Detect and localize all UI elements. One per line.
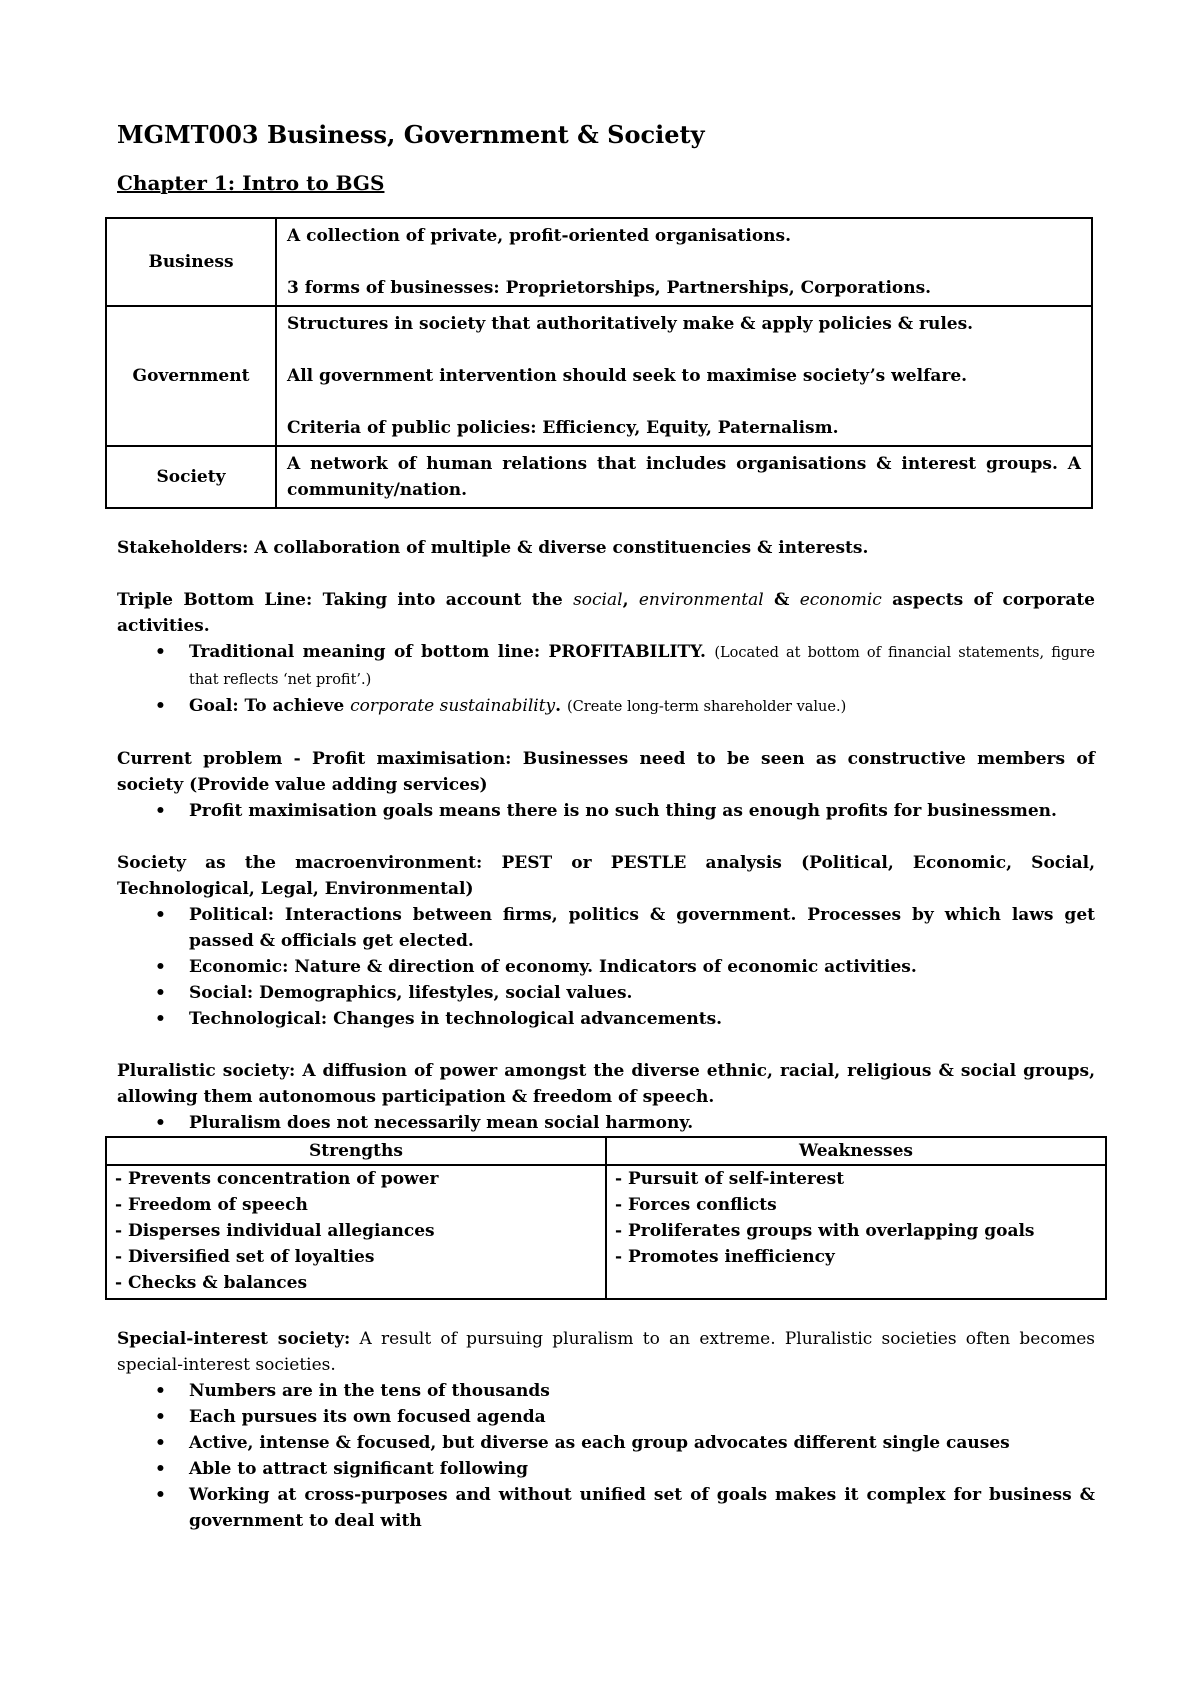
bullet-label: Political: <box>189 905 274 925</box>
pluralistic-paragraph <box>117 1058 1095 1110</box>
list-item <box>155 1456 1095 1482</box>
bullet-label: Social: <box>189 983 254 1003</box>
document-title: MGMT003 Business, Government & Society <box>117 120 705 149</box>
weakness-item: - Promotes inefficiency <box>615 1247 835 1267</box>
strength-item: - Checks & balances <box>115 1273 308 1293</box>
bullet-text: Each pursues its own focused agenda <box>189 1407 546 1427</box>
bullet-italic: corporate sustainability <box>350 696 556 716</box>
bullet-icon: • <box>155 642 166 662</box>
chapter-heading: Chapter 1: Intro to BGS <box>117 171 385 195</box>
bullet-icon: • <box>155 1407 166 1427</box>
bullet-icon: • <box>155 1113 166 1133</box>
stakeholders-label: Stakeholders: <box>117 538 249 558</box>
bullet-note: (Located at bottom of financial statements, figure that reflects ‘net profit’.) <box>189 645 1096 688</box>
definitions-table <box>105 217 1093 509</box>
section-label: Special-interest society: <box>117 1329 351 1349</box>
weakness-item: - Pursuit of self-interest <box>615 1169 845 1189</box>
definition-line: Criteria of public policies: Efficiency, Equity, Paternalism. <box>287 418 839 438</box>
bullet-icon: • <box>155 957 166 977</box>
stakeholders-text: A collaboration of multiple & diverse constituencies & interests. <box>248 538 869 558</box>
weakness-item: - Forces conflicts <box>615 1195 777 1215</box>
bullet-text: Interactions between firms, politics & government. Processes by which laws get passed & officials get elected. <box>189 905 1095 951</box>
bullet-text: Demographics, lifestyles, social values. <box>253 983 633 1003</box>
table-row <box>106 306 1092 446</box>
list-item <box>155 1006 1095 1032</box>
term-cell: Government <box>106 306 276 446</box>
bullet-icon: • <box>155 1433 166 1453</box>
stakeholders-paragraph <box>117 535 1095 561</box>
current-problem-bullets <box>117 798 1095 824</box>
bullet-icon: • <box>155 1459 166 1479</box>
section-text: A diffusion of power amongst the diverse ethnic, racial, religious & social groups, allowing them autonomous participation & freedom of speech. <box>117 1061 1095 1107</box>
tbl-sep: & <box>763 590 800 610</box>
bullet-icon: • <box>155 696 166 716</box>
definition-cell <box>276 446 1092 508</box>
definition-line: Structures in society that authoritatively make & apply policies & rules. <box>287 314 974 334</box>
bullet-text: Active, intense & focused, but diverse as each group advocates different single causes <box>189 1433 1010 1453</box>
list-item <box>155 1482 1095 1534</box>
section-text: Businesses need to be seen as constructive members of society (Provide value adding services) <box>117 749 1095 795</box>
definition-line: A collection of private, profit-oriented organisations. <box>287 226 792 246</box>
term-cell: Society <box>106 446 276 508</box>
strengths-cell <box>106 1165 606 1299</box>
bullet-text: Goal: To achieve <box>189 696 351 716</box>
strength-item: - Diversified set of loyalties <box>115 1247 375 1267</box>
tbl-sep: , <box>622 590 639 610</box>
definition-line: 3 forms of businesses: Proprietorships, Partnerships, Corporations. <box>287 278 932 298</box>
bullet-text: . <box>555 696 568 716</box>
pestle-bullets <box>117 902 1095 1032</box>
bullet-text: Profit maximisation goals means there is no such thing as enough profits for businessmen. <box>189 801 1057 821</box>
strength-item: - Prevents concentration of power <box>115 1169 439 1189</box>
document-content <box>117 108 1095 1534</box>
table-row <box>106 446 1092 508</box>
list-item <box>155 639 1096 693</box>
table-header-row <box>106 1137 1106 1165</box>
strength-item: - Freedom of speech <box>115 1195 308 1215</box>
section-label: Current problem - Profit maximisation: <box>117 749 512 769</box>
bullet-icon: • <box>155 1485 166 1505</box>
bullet-text: Nature & direction of economy. Indicators of economic activities. <box>288 957 917 977</box>
bullet-text: Traditional meaning of bottom line: PROFITABILITY. <box>189 642 715 662</box>
bullet-label: Technological: <box>189 1009 328 1029</box>
triple-bottom-line-paragraph <box>117 587 1095 639</box>
list-item <box>155 902 1095 954</box>
weakness-item: - Proliferates groups with overlapping goals <box>615 1221 1035 1241</box>
section-text: PEST or PESTLE analysis (Political, Economic, Social, Technological, Legal, Environmental) <box>117 853 1095 899</box>
bullet-text: Numbers are in the tens of thousands <box>189 1381 550 1401</box>
section-label: Society as the macroenvironment: <box>117 853 483 873</box>
bullet-text: Able to attract significant following <box>189 1459 529 1479</box>
definition-cell <box>276 306 1092 446</box>
bullet-icon: • <box>155 801 166 821</box>
list-item <box>155 798 1095 824</box>
list-item <box>155 954 1095 980</box>
bullet-icon: • <box>155 1381 166 1401</box>
macroenvironment-paragraph <box>117 850 1095 902</box>
section-text: A result of pursuing pluralism to an extreme. Pluralistic societies often becomes special-interest societies. <box>117 1329 1095 1375</box>
strengths-weaknesses-table <box>105 1136 1107 1300</box>
current-problem-paragraph <box>117 746 1095 798</box>
bullet-icon: • <box>155 1009 166 1029</box>
tbl-label: Triple Bottom Line: <box>117 590 313 610</box>
section-label: Pluralistic society: <box>117 1061 296 1081</box>
list-item <box>155 980 1095 1006</box>
tbl-text: Taking into account the <box>312 590 574 610</box>
list-item <box>155 1110 1095 1136</box>
strengths-header: Strengths <box>106 1137 606 1165</box>
bullet-text: Working at cross-purposes and without unified set of goals makes it complex for business & government to deal with <box>189 1485 1095 1531</box>
list-item <box>155 693 1095 720</box>
bullet-note: (Create long-term shareholder value.) <box>567 699 847 715</box>
table-row <box>106 1165 1106 1299</box>
list-item <box>155 1404 1095 1430</box>
table-row <box>106 218 1092 306</box>
special-interest-paragraph <box>117 1326 1095 1378</box>
bullet-icon: • <box>155 983 166 1003</box>
bullet-text: Pluralism does not necessarily mean social harmony. <box>189 1113 694 1133</box>
bullet-icon: • <box>155 905 166 925</box>
pluralistic-bullets <box>117 1110 1095 1136</box>
list-item <box>155 1378 1095 1404</box>
weaknesses-cell <box>606 1165 1106 1299</box>
tbl-social: social <box>573 590 623 610</box>
special-interest-bullets <box>117 1378 1095 1534</box>
definition-cell <box>276 218 1092 306</box>
bullet-label: Economic: <box>189 957 289 977</box>
weaknesses-header: Weaknesses <box>606 1137 1106 1165</box>
term-cell: Business <box>106 218 276 306</box>
definition-line: A network of human relations that includes organisations & interest groups. A community/nation. <box>287 454 1081 500</box>
list-item <box>155 1430 1095 1456</box>
tbl-environmental: environmental <box>638 590 764 610</box>
definition-line: All government intervention should seek to maximise society’s welfare. <box>287 366 968 386</box>
strength-item: - Disperses individual allegiances <box>115 1221 435 1241</box>
tbl-economic: economic <box>799 590 882 610</box>
tbl-bullet-list <box>117 639 1095 720</box>
bullet-text: Changes in technological advancements. <box>327 1009 723 1029</box>
tbl-text: aspects of corporate activities. <box>117 590 1095 636</box>
